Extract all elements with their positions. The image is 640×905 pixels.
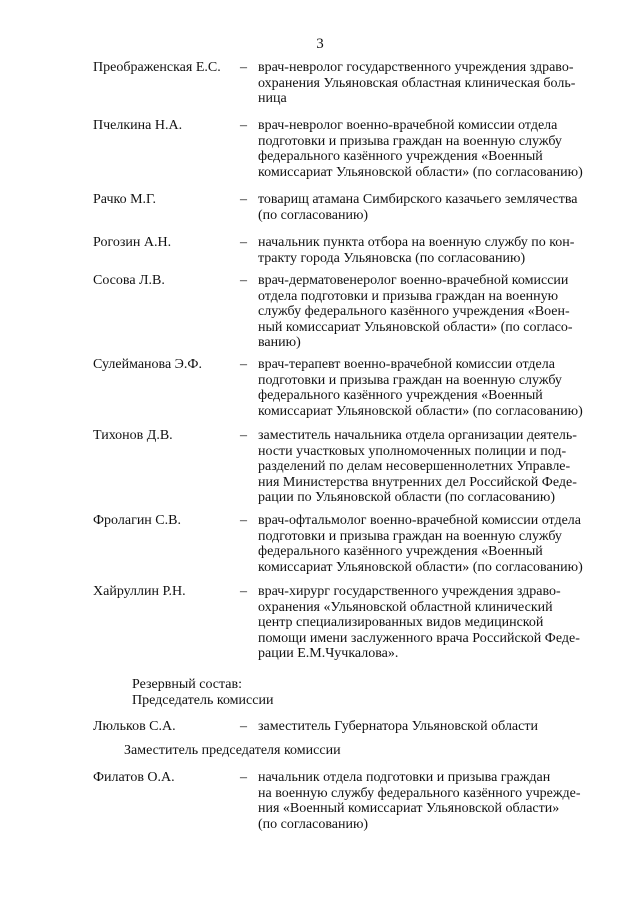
member-name: Люльков С.А. [93, 719, 176, 734]
reserve-title: Резервный состав: [132, 677, 243, 692]
member-position: врач-офтальмолог военно-врачебной комиссии отдела подготовки и призыва граждан на военную службу федерального казённого учреждения «Военный комиссариат Ульяновской области» (по согласованию) [258, 513, 583, 575]
member-name: Пчелкина Н.А. [93, 118, 183, 133]
member-position: заместитель Губернатора Ульяновской области [258, 719, 538, 734]
member-name: Преображенская Е.С. [93, 60, 221, 75]
deputy-heading: Заместитель председателя комиссии [124, 743, 341, 758]
dash: – [240, 235, 247, 250]
member-position: начальник пункта отбора на военную службу по кон- тракту города Ульяновска (по согласованию) [258, 235, 575, 266]
member-name: Сулейманова Э.Ф. [93, 357, 202, 372]
dash: – [240, 118, 247, 133]
dash: – [240, 719, 247, 734]
dash: – [240, 584, 247, 599]
member-position: врач-невролог государственного учреждения здраво- охранения Ульяновская областная клиническая боль- ница [258, 60, 576, 106]
member-name: Тихонов Д.В. [93, 428, 173, 443]
member-name: Филатов О.А. [93, 770, 175, 785]
member-position: врач-хирург государственного учреждения здраво- охранения «Ульяновской областной клинический центр специализированных видов медицинской помощи имени заслуженного врача Российской Феде- рации Е.М.Чучкалова». [258, 584, 580, 661]
member-position: врач-невролог военно-врачебной комиссии отдела подготовки и призыва граждан на военную службу федерального казённого учреждения «Военный комиссариат Ульяновской области» (по согласованию) [258, 118, 583, 180]
dash: – [240, 273, 247, 288]
chair-heading: Председатель комиссии [132, 693, 274, 708]
dash: – [240, 513, 247, 528]
member-position: врач-дерматовенеролог военно-врачебной комиссии отдела подготовки и призыва граждан на военную службу федерального казённого учреждения «Воен- ный комиссариат Ульяновской области» (по согласо- ванию) [258, 273, 573, 350]
member-name: Рачко М.Г. [93, 192, 157, 207]
member-position: заместитель начальника отдела организации деятель- ности участковых уполномоченных полиции и под- разделений по делам несовершеннолетних Управле- ния Министерства внутренних дел Российской Феде- рации по Ульяновской области (по согласованию) [258, 428, 577, 505]
member-name: Рогозин А.Н. [93, 235, 172, 250]
dash: – [240, 428, 247, 443]
dash: – [240, 60, 247, 75]
member-name: Сосова Л.В. [93, 273, 165, 288]
dash: – [240, 357, 247, 372]
member-position: товарищ атамана Симбирского казачьего землячества (по согласованию) [258, 192, 578, 223]
member-position: начальник отдела подготовки и призыва граждан на военную службу федерального казённого учрежде- ния «Военный комиссариат Ульяновской области» (по согласованию) [258, 770, 581, 832]
dash: – [240, 770, 247, 785]
page-number: 3 [316, 36, 324, 52]
member-name: Фролагин С.В. [93, 513, 181, 528]
dash: – [240, 192, 247, 207]
member-position: врач-терапевт военно-врачебной комиссии отдела подготовки и призыва граждан на военную службу федерального казённого учреждения «Военный комиссариат Ульяновской области» (по согласованию) [258, 357, 583, 419]
member-name: Хайруллин Р.Н. [93, 584, 186, 599]
